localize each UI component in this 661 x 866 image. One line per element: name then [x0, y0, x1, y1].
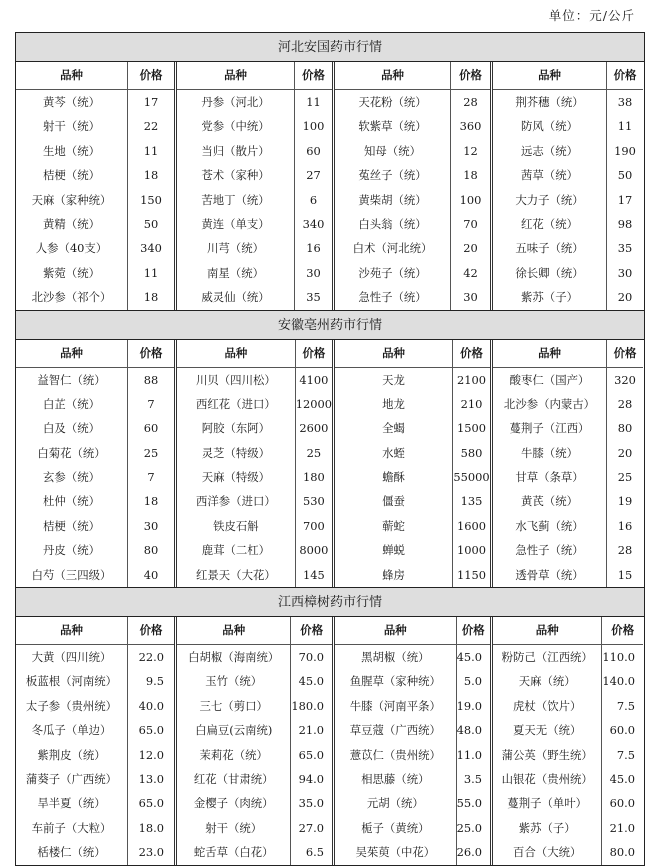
- herb-price: 70: [463, 216, 478, 231]
- herb-price: 65.0: [138, 796, 164, 811]
- price-grid: [16, 340, 644, 589]
- price-column: [294, 62, 332, 310]
- herb-name: 紫苏（子）: [518, 820, 576, 835]
- header-price: 价格: [128, 62, 174, 90]
- herb-price: 12000: [295, 396, 332, 411]
- herb-name: 急性子（统）: [515, 543, 584, 558]
- herb-name: 益智仁（统）: [37, 372, 106, 387]
- herb-name: 鹿茸（二杠）: [201, 543, 271, 558]
- column-block: [332, 340, 490, 588]
- herb-price: 26.0: [456, 845, 482, 860]
- herb-name: 蜂房: [382, 567, 405, 582]
- herb-price: 80: [143, 543, 159, 558]
- herb-name: 南星（统）: [207, 265, 264, 280]
- herb-name: 威灵仙（统）: [201, 290, 270, 305]
- herb-name: 虎杖（饮片）: [513, 698, 582, 713]
- herb-name: 紫菀（统）: [43, 265, 100, 280]
- herb-name: 知母（统）: [364, 143, 421, 158]
- herb-name: 天麻（家种统）: [31, 192, 112, 207]
- herb-name: 蕲蛇: [382, 518, 405, 533]
- herb-name: 白胡椒（海南统）: [188, 650, 280, 665]
- herb-name: 白芷（统）: [43, 396, 100, 411]
- herb-name: 金樱子（肉统）: [193, 796, 274, 811]
- column-block: [490, 340, 643, 588]
- herb-price: 12.0: [138, 747, 164, 762]
- herb-name: 远志（统）: [521, 143, 578, 158]
- herb-price: 7.5: [616, 698, 635, 713]
- herb-name: 太子参（贵州统）: [25, 698, 118, 713]
- column-block: [174, 62, 332, 310]
- herb-name: 丹皮（统）: [43, 543, 100, 558]
- herb-name: 夏天无（统）: [513, 723, 582, 738]
- herb-price: 145: [303, 567, 325, 582]
- herb-name: 射干（统）: [205, 820, 263, 835]
- price-column: [606, 62, 643, 310]
- herb-name: 杜仲（统）: [43, 494, 100, 509]
- herb-price: 7.5: [616, 747, 635, 762]
- section-title: 江西樟树药市行情: [16, 588, 644, 617]
- herb-price: 40.0: [138, 698, 164, 713]
- herb-name: 吴茱萸（中花）: [355, 845, 436, 860]
- herb-price: 17: [143, 95, 159, 109]
- herb-name: 牛膝（河南平条）: [349, 698, 441, 713]
- header-price: 价格: [291, 617, 332, 645]
- herb-price: 60: [143, 421, 159, 436]
- herb-price: 13.0: [138, 771, 164, 786]
- herb-price: 11.0: [456, 747, 482, 762]
- header-price: 价格: [607, 62, 643, 90]
- header-name: 品种: [16, 62, 127, 90]
- herb-name: 蒲葵子（广西统）: [25, 771, 118, 786]
- herb-price: 190: [614, 143, 636, 158]
- price-column: [606, 340, 643, 588]
- herb-name: 鱼腥草（家种统）: [349, 674, 441, 689]
- herb-name: 北沙参（祁个）: [31, 290, 112, 305]
- herb-name: 党参（中统）: [201, 119, 270, 134]
- herb-name: 黄芩（统）: [43, 95, 100, 109]
- herb-name: 茉莉花（统）: [199, 747, 268, 762]
- herb-name: 灵芝（特级）: [201, 445, 271, 460]
- herb-price: 12: [463, 143, 478, 158]
- header-name: 品种: [493, 617, 601, 645]
- name-column: [493, 617, 601, 865]
- herb-price: 88: [143, 372, 159, 387]
- herb-name: 黄芪（统）: [521, 494, 578, 509]
- name-column: [335, 617, 456, 865]
- herb-price: 360: [459, 119, 482, 134]
- header-name: 品种: [16, 340, 127, 368]
- herb-name: 牛膝（统）: [521, 445, 578, 460]
- herb-name: 水飞蓟（统）: [515, 518, 584, 533]
- header-price: 价格: [607, 340, 643, 368]
- herb-name: 全蝎: [382, 421, 405, 436]
- herb-price: 22: [143, 119, 159, 134]
- price-column: [450, 62, 490, 310]
- herb-price: 50: [617, 168, 633, 183]
- herb-price: 21.0: [298, 723, 324, 738]
- market-price-table: [15, 32, 645, 866]
- herb-name: 蛇舌草（白花）: [193, 845, 274, 860]
- herb-name: 草豆蔻（广西统）: [349, 723, 441, 738]
- price-column: [127, 617, 174, 865]
- herb-name: 酸枣仁（国产）: [509, 372, 590, 387]
- herb-price: 19: [617, 494, 633, 509]
- header-price: 价格: [453, 340, 490, 368]
- header-name: 品种: [177, 340, 295, 368]
- herb-price: 23.0: [138, 845, 164, 860]
- herb-name: 桔梗（统）: [43, 168, 100, 183]
- column-block: [174, 617, 332, 865]
- herb-price: 18: [143, 168, 159, 183]
- herb-name: 人参（40支）: [35, 241, 108, 256]
- section-title: 河北安国药市行情: [16, 33, 644, 62]
- herb-price: 5.0: [463, 674, 482, 689]
- herb-name: 天麻（统）: [518, 674, 576, 689]
- name-column: [335, 62, 450, 310]
- herb-price: 30: [463, 290, 478, 305]
- price-column: [601, 617, 643, 865]
- herb-name: 僵蚕: [382, 494, 405, 509]
- header-price: 价格: [451, 62, 490, 90]
- herb-name: 生地（统）: [43, 143, 100, 158]
- herb-name: 白菊花（统）: [37, 445, 106, 460]
- header-price: 价格: [128, 340, 174, 368]
- herb-price: 28: [617, 396, 633, 411]
- herb-price: 45.0: [456, 650, 482, 665]
- herb-price: 60.0: [609, 796, 635, 811]
- herb-name: 天龙: [382, 372, 405, 387]
- column-block: [16, 62, 174, 310]
- herb-price: 60.0: [609, 723, 635, 738]
- price-grid: [16, 62, 644, 311]
- herb-name: 玉竹（统）: [205, 674, 263, 689]
- herb-name: 白及（统）: [43, 421, 100, 436]
- herb-price: 42: [463, 265, 478, 280]
- column-block: [490, 617, 643, 865]
- herb-price: 135: [460, 494, 483, 509]
- herb-price: 530: [303, 494, 325, 509]
- herb-name: 沙苑子（统）: [358, 265, 427, 280]
- herb-price: 11: [143, 143, 159, 158]
- herb-price: 7: [147, 396, 155, 411]
- herb-price: 580: [460, 445, 483, 460]
- herb-price: 18.0: [138, 820, 164, 835]
- herb-price: 65.0: [298, 747, 324, 762]
- herb-name: 急性子（统）: [358, 290, 427, 305]
- herb-name: 大黄（四川统）: [31, 650, 112, 665]
- herb-name: 桔梗（统）: [43, 518, 100, 533]
- herb-name: 黄精（统）: [43, 216, 100, 231]
- herb-name: 天麻（特级）: [201, 470, 271, 485]
- herb-price: 110.0: [602, 650, 635, 665]
- name-column: [16, 340, 127, 588]
- herb-price: 9.5: [145, 674, 164, 689]
- herb-name: 紫苏（子）: [521, 290, 578, 305]
- herb-price: 8000: [299, 543, 329, 558]
- header-name: 品种: [335, 62, 450, 90]
- herb-price: 45.0: [609, 771, 635, 786]
- herb-price: 17: [617, 192, 633, 207]
- herb-price: 140.0: [602, 674, 635, 689]
- herb-name: 水蛭: [382, 445, 405, 460]
- price-column: [127, 62, 174, 310]
- header-name: 品种: [493, 340, 606, 368]
- herb-price: 7: [147, 470, 155, 485]
- herb-price: 98: [617, 216, 633, 231]
- column-block: [490, 62, 643, 310]
- herb-name: 相思藤（统）: [361, 771, 430, 786]
- herb-name: 五味子（统）: [515, 241, 584, 256]
- herb-price: 4100: [299, 372, 329, 387]
- unit-label: 单位：元/公斤: [548, 8, 635, 23]
- herb-name: 蔓荆子（江西）: [509, 421, 590, 436]
- herb-name: 黄柴胡（统）: [358, 192, 427, 207]
- herb-name: 北沙参（内蒙古）: [503, 396, 596, 411]
- herb-price: 80.0: [609, 845, 635, 860]
- herb-price: 11: [617, 119, 633, 134]
- herb-name: 板蓝根（河南统）: [25, 674, 118, 689]
- header-name: 品种: [177, 62, 294, 90]
- herb-price: 2100: [457, 372, 486, 387]
- herb-price: 20: [617, 445, 633, 460]
- section-title: 安徽亳州药市行情: [16, 311, 644, 340]
- herb-price: 48.0: [456, 723, 482, 738]
- header-price: 价格: [296, 340, 332, 368]
- herb-name: 元胡（统）: [366, 796, 424, 811]
- herb-price: 16: [617, 518, 633, 533]
- herb-name: 丹参（河北）: [201, 95, 270, 109]
- herb-price: 18: [143, 494, 159, 509]
- name-column: [16, 62, 127, 310]
- herb-price: 70.0: [298, 650, 324, 665]
- herb-name: 苍术（家种）: [201, 168, 270, 183]
- section-hebei-anguo: [16, 33, 644, 311]
- header-name: 品种: [16, 617, 127, 645]
- herb-price: 60: [306, 143, 321, 158]
- herb-name: 甘草（条草）: [515, 470, 584, 485]
- price-column: [456, 617, 490, 865]
- herb-name: 天花粉（统）: [358, 95, 427, 109]
- herb-price: 28: [617, 543, 633, 558]
- herb-price: 35: [306, 290, 321, 305]
- price-column: [452, 340, 490, 588]
- herb-price: 1600: [457, 518, 486, 533]
- herb-price: 28: [463, 95, 478, 109]
- herb-name: 茜草（统）: [521, 168, 578, 183]
- name-column: [177, 340, 295, 588]
- herb-name: 白术（河北统）: [352, 241, 433, 256]
- column-block: [16, 340, 174, 588]
- herb-price: 27.0: [298, 820, 324, 835]
- herb-price: 11: [143, 265, 159, 280]
- herb-name: 荆芥穗（统）: [515, 95, 584, 109]
- price-column: [295, 340, 332, 588]
- header-name: 品种: [493, 62, 606, 90]
- name-column: [493, 340, 606, 588]
- herb-price: 38: [617, 95, 633, 109]
- herb-price: 55000: [453, 470, 490, 485]
- herb-name: 西红花（进口）: [196, 396, 276, 411]
- header-price: 价格: [602, 617, 643, 645]
- herb-price: 700: [303, 518, 325, 533]
- herb-price: 100: [459, 192, 482, 207]
- herb-price: 15: [617, 567, 633, 582]
- herb-name: 西洋参（进口）: [196, 494, 276, 509]
- herb-price: 27: [306, 168, 321, 183]
- herb-price: 45.0: [298, 674, 324, 689]
- herb-price: 6.5: [305, 845, 324, 860]
- herb-price: 20: [463, 241, 478, 256]
- herb-name: 白扁豆(云南统): [195, 723, 273, 738]
- herb-price: 22.0: [138, 650, 164, 665]
- name-column: [177, 617, 290, 865]
- herb-name: 铁皮石斛: [213, 518, 259, 533]
- herb-name: 当归（散片）: [201, 143, 270, 158]
- herb-name: 蟾酥: [382, 470, 405, 485]
- herb-name: 蝉蜕: [382, 543, 405, 558]
- herb-price: 1150: [457, 567, 486, 582]
- herb-name: 红花（统）: [521, 216, 578, 231]
- herb-name: 栀子（黄统）: [361, 820, 430, 835]
- name-column: [335, 340, 452, 588]
- herb-price: 18: [463, 168, 478, 183]
- herb-name: 蒲公英（野生统）: [501, 747, 593, 762]
- herb-name: 软紫草（统）: [358, 119, 427, 134]
- herb-name: 大力子（统）: [515, 192, 584, 207]
- herb-price: 19.0: [456, 698, 482, 713]
- herb-price: 16: [306, 241, 321, 256]
- herb-name: 三七（剪口）: [199, 698, 268, 713]
- herb-price: 94.0: [298, 771, 324, 786]
- herb-name: 川贝（四川松）: [196, 372, 276, 387]
- herb-price: 2600: [299, 421, 329, 436]
- herb-name: 红景天（大花）: [196, 567, 276, 582]
- herb-name: 地龙: [382, 396, 405, 411]
- herb-price: 25: [617, 470, 633, 485]
- herb-name: 阿胶（东阿）: [201, 421, 271, 436]
- herb-price: 65.0: [138, 723, 164, 738]
- herb-name: 蔓荆子（单叶）: [507, 796, 588, 811]
- herb-name: 白芍（三四级）: [31, 567, 112, 582]
- herb-name: 红花（甘肃统）: [193, 771, 274, 786]
- column-block: [332, 62, 490, 310]
- herb-price: 3.5: [463, 771, 482, 786]
- header-price: 价格: [295, 62, 332, 90]
- header-name: 品种: [335, 617, 456, 645]
- herb-price: 1500: [457, 421, 486, 436]
- price-grid: [16, 617, 644, 865]
- name-column: [493, 62, 606, 310]
- section-anhui-bozhou: [16, 311, 644, 589]
- herb-price: 180: [303, 470, 325, 485]
- header-price: 价格: [457, 617, 490, 645]
- name-column: [177, 62, 294, 310]
- herb-name: 百合（大统）: [513, 845, 582, 860]
- herb-name: 薏苡仁（贵州统）: [349, 747, 441, 762]
- herb-name: 车前子（大粒）: [31, 820, 112, 835]
- header-price: 价格: [128, 617, 174, 645]
- price-column: [127, 340, 174, 588]
- herb-name: 栝楼仁（统）: [37, 845, 106, 860]
- herb-name: 菟丝子（统）: [358, 168, 427, 183]
- herb-price: 30: [143, 518, 159, 533]
- herb-price: 25: [143, 445, 159, 460]
- herb-name: 紫荆皮（统）: [37, 747, 106, 762]
- herb-name: 旱半夏（统）: [37, 796, 106, 811]
- herb-price: 6: [309, 192, 318, 207]
- herb-name: 防风（统）: [521, 119, 578, 134]
- herb-price: 210: [460, 396, 483, 411]
- herb-name: 苦地丁（统）: [201, 192, 270, 207]
- column-block: [332, 617, 490, 865]
- section-jiangxi-zhangshu: [16, 588, 644, 865]
- herb-name: 射干（统）: [43, 119, 100, 134]
- herb-name: 山银花（贵州统）: [501, 771, 593, 786]
- column-block: [174, 340, 332, 588]
- herb-price: 30: [617, 265, 633, 280]
- herb-name: 川芎（统）: [207, 241, 264, 256]
- herb-price: 340: [302, 216, 325, 231]
- herb-name: 白头翁（统）: [358, 216, 427, 231]
- herb-price: 180.0: [291, 698, 324, 713]
- header-name: 品种: [177, 617, 290, 645]
- herb-price: 150: [140, 192, 162, 207]
- herb-price: 1000: [457, 543, 486, 558]
- header-name: 品种: [335, 340, 452, 368]
- herb-name: 透骨草（统）: [515, 567, 584, 582]
- herb-name: 黄连（单支）: [201, 216, 270, 231]
- herb-price: 50: [143, 216, 159, 231]
- herb-price: 30: [306, 265, 321, 280]
- herb-price: 21.0: [609, 820, 635, 835]
- herb-price: 11: [306, 95, 321, 109]
- herb-name: 黑胡椒（统）: [361, 650, 430, 665]
- herb-name: 粉防己（江西统）: [501, 650, 593, 665]
- herb-price: 320: [614, 372, 636, 387]
- herb-price: 25.0: [456, 820, 482, 835]
- herb-price: 18: [143, 290, 159, 305]
- name-column: [16, 617, 127, 865]
- herb-price: 20: [617, 290, 633, 305]
- price-column: [290, 617, 332, 865]
- herb-price: 35.0: [298, 796, 324, 811]
- herb-price: 100: [302, 119, 325, 134]
- herb-price: 55.0: [456, 796, 482, 811]
- herb-name: 冬瓜子（单边）: [31, 723, 112, 738]
- herb-price: 80: [617, 421, 633, 436]
- herb-name: 徐长卿（统）: [515, 265, 584, 280]
- herb-name: 玄参（统）: [43, 470, 100, 485]
- herb-price: 25: [306, 445, 322, 460]
- column-block: [16, 617, 174, 865]
- herb-price: 40: [143, 567, 159, 582]
- herb-price: 340: [140, 241, 162, 256]
- herb-price: 35: [617, 241, 633, 256]
